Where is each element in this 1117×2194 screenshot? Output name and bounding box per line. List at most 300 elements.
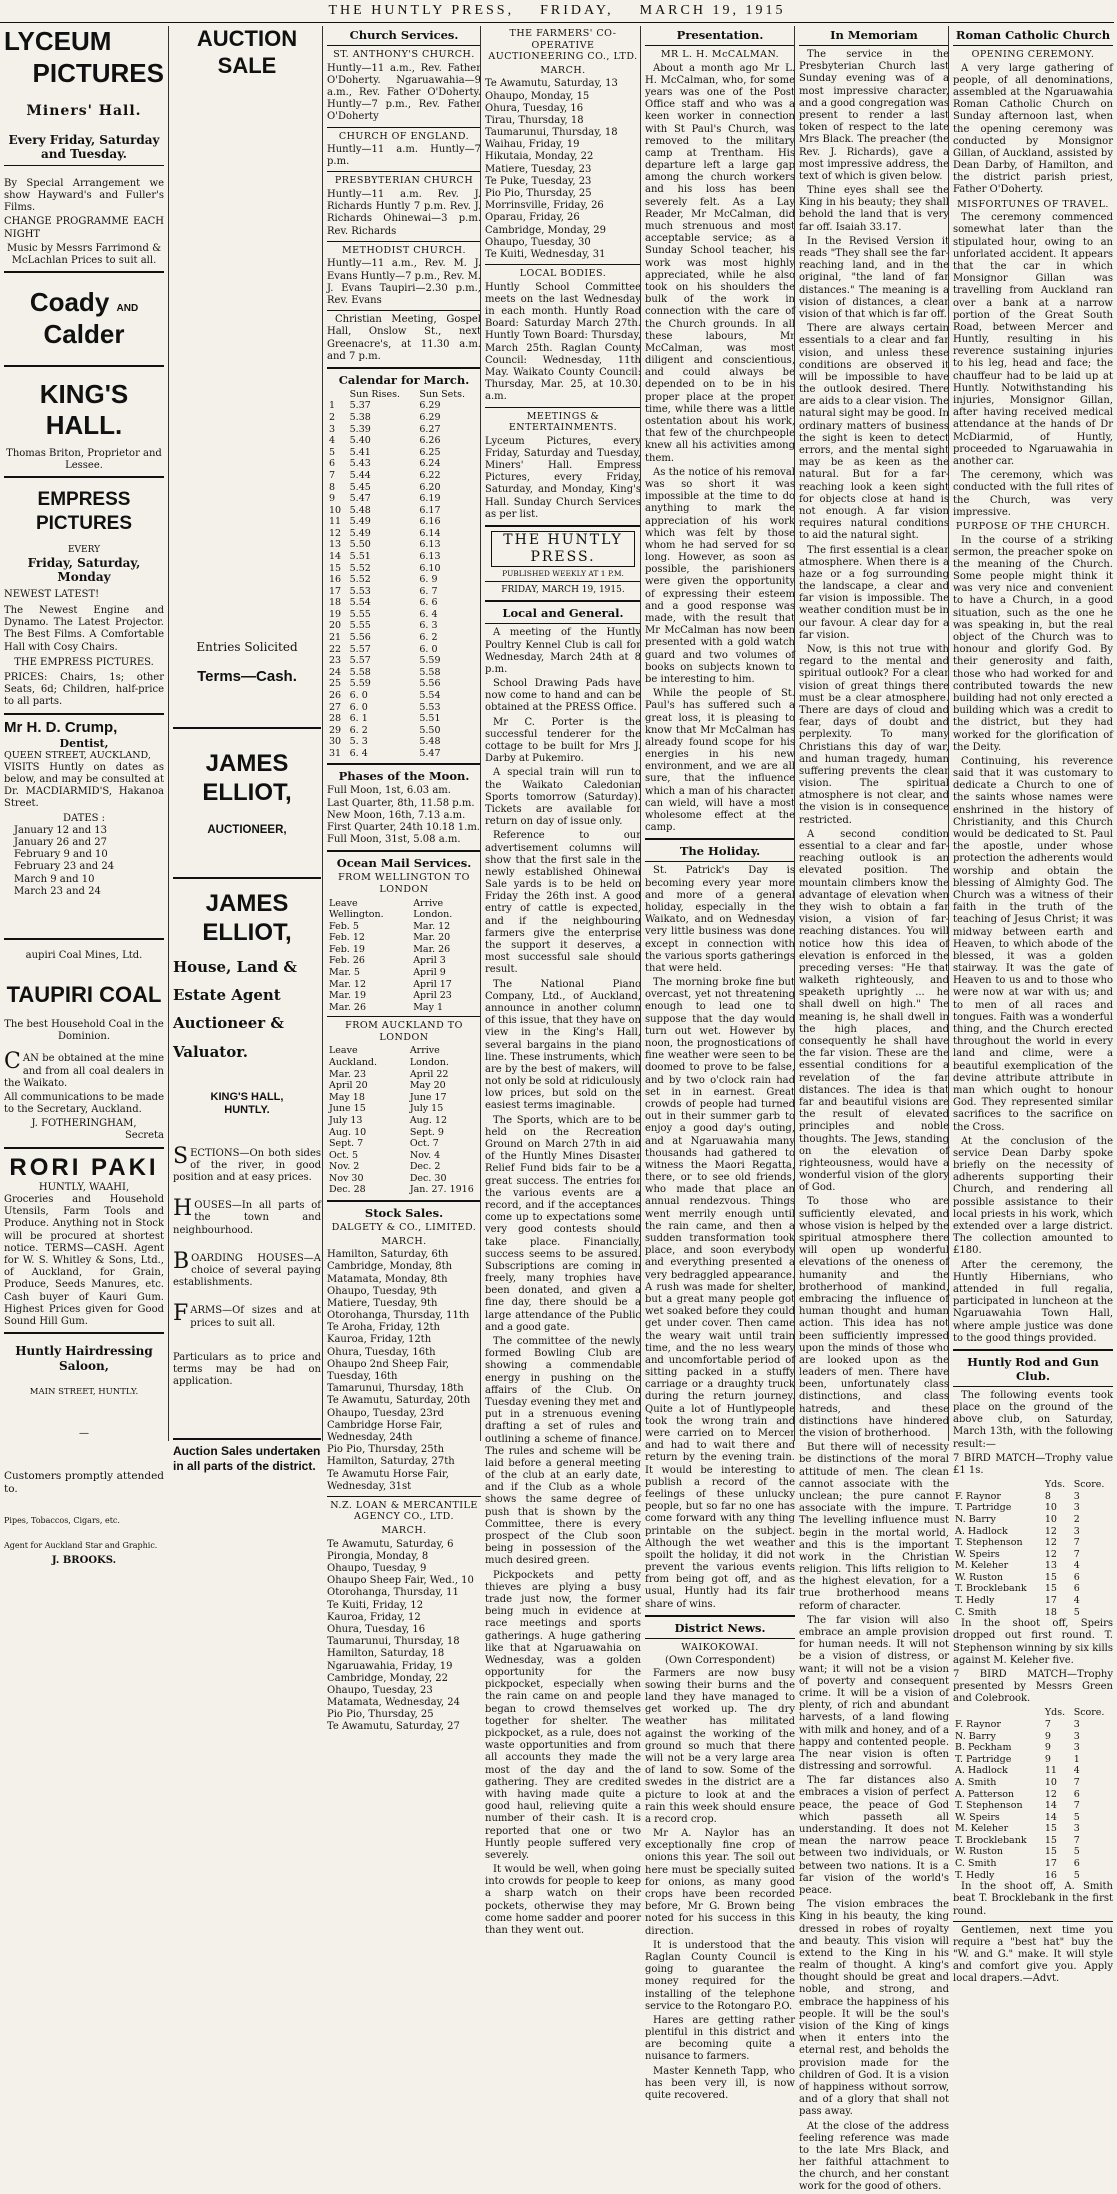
- mail-row: [327, 921, 481, 933]
- match-row-2-cell: N. Barry: [955, 1730, 996, 1742]
- match-row: [953, 1560, 1113, 1572]
- calendar-row-cell: 6. 9: [419, 574, 438, 586]
- match-row-2-cell: M. Keleher: [955, 1823, 1009, 1835]
- presbyterian: PRESBYTERIAN CHURCH: [334, 175, 474, 187]
- calendar-table: [327, 389, 481, 760]
- match-row-cell: 3: [1073, 1490, 1080, 1502]
- stock-item-2: Pirongia, Monday, 8: [327, 1550, 429, 1562]
- match-row-cell: 6: [1073, 1571, 1080, 1583]
- calendar-row-cell: 6. 1: [349, 713, 368, 725]
- mail-from-wellington: FROM WELLINGTON TO LONDON: [338, 872, 470, 895]
- match-row-2: [953, 1812, 1113, 1824]
- purpose-paragraph: After the ceremony, the Huntly Hibernians, who attended in full regalia, participated in luncheon at the Ngaruawahia Town Hall, where ample justice was done to the good things provided.: [953, 1259, 1113, 1344]
- calendar-row-cell: 5.47: [349, 493, 371, 505]
- calendar-row-cell: 5.55: [349, 620, 371, 632]
- calendar-row-cell: 8: [329, 481, 336, 493]
- match-row-cell: 12: [1044, 1537, 1057, 1549]
- calendar-row: [327, 586, 481, 598]
- auction-undertaken: Auction Sales undertaken in all parts of the district.: [173, 1444, 321, 1473]
- memoriam-paragraph: A second condition essential to a clear and far-reaching outlook is an elevated position. The mountain climbers know the advantage of elevation when they wish to obtain a far vision, a vision of far-reaching distances. You will notice how this idea of elevation is enforced in the preceding verses: "He that walketh righteously, and speaketh uprightly ... he shall dwell on high." The meaning is, he shall dwell in the high places, and consequently he shall have the far vision. These are the essential conditions for a revelation of the far distances. The idea is that far and beautiful visions are the result of elevated principles and noble thoughts. The Jews, standing on the elevation of righteousness, would have a wonderful vision of the glory of God.: [799, 828, 949, 1194]
- local-general-body: [485, 627, 641, 1937]
- mail-row-2: [327, 1127, 481, 1139]
- farmers-item: Cambridge, Monday, 29: [485, 224, 607, 236]
- calendar-row-cell: 6. 4: [349, 747, 368, 759]
- calendar-row-cell: 22: [329, 643, 342, 655]
- purpose-paragraph: Continuing, his reverence said that it was customary to dedicate a Church to one of the saints whose names were enshrined in the history of Christianity, and this Church would be dedicated to St. Paul the apostle, under whose protection the adherents would worship and obtain the blessing of Almighty God. The Church was a witness of their faith in the truth of the teaching of Jesus Christ; it was midway between earth and Heaven, to which abode of the blessed, it was a golden stairway. It was the gate of Heaven to us and to those who were now at war with us; and to men of all races and tongues. Faith was a wonderful thing, and the Church erected throughout the world in every land and clime, were a beautiful exemplication of the devine attribute attribute in man which ought to honour God. They represented similar sacrifices to the sacrifice on the Cross.: [953, 755, 1113, 1133]
- match-row-2-cell: 3: [1073, 1730, 1080, 1742]
- st-anthony: ST. ANTHONY'S CHURCH.: [333, 49, 475, 61]
- match-row-cell: 3: [1073, 1525, 1080, 1537]
- lyceum-change: CHANGE PROGRAMME EACH NIGHT: [4, 216, 164, 240]
- stock-item: Ohaupo, Tuesday, 9th: [327, 1285, 437, 1297]
- moon-list: [327, 785, 481, 846]
- calendar-row: [327, 482, 481, 494]
- mail-row-2-cell: May 18: [329, 1091, 365, 1103]
- calendar-row-cell: 5.53: [419, 701, 441, 713]
- calendar-row: [327, 563, 481, 575]
- match-row-2-cell: 7: [1073, 1800, 1080, 1812]
- hair-main-street: MAIN STREET, HUNTLY.: [29, 1387, 139, 1398]
- column-2: AUCTION SALE Entries Solicited Terms—Cash. JAMES ELLIOT, AUCTIONEER, JAMES ELLIOT, House, Land & Estate Agent Auctioneer & Valuator. KING'S HALL, HUNTLY. SECTIONS—On both sides of the river, in good position and at easy prices. HOUSES—In all parts of the town and neighbourhood. BOARDING HOUSES—A choice of several paying establishments. FARMS—Of sizes and at prices to suit all. Particulars as to price and terms may be had on application. Auction Sales undertaken in all parts of the district.: [168, 26, 325, 1441]
- rc-paragraph: A very large gathering of people, of all denominations, assembled at the Ngaruawahia Roman Catholic Church on Sunday afternoon last, when the opening ceremony was conducted by Monsignor Gillan, of Auckland, assisted by Dean Darby, of Hamilton, and the district parish priest, Father O'Doherty.: [953, 62, 1113, 196]
- mail-row-cell: Feb. 19: [329, 943, 365, 955]
- calendar-row: [327, 539, 481, 551]
- calendar-row-cell: 19: [329, 608, 342, 620]
- calendar-row: [327, 493, 481, 505]
- column-6: [794, 26, 953, 2193]
- mail-row-2-cell: Dec. 2: [409, 1161, 441, 1173]
- calendar-row: [327, 447, 481, 459]
- rori-address: HUNTLY, WAAHI,: [38, 1181, 130, 1193]
- mail-row-cell: Mar. 26: [413, 943, 451, 955]
- yds-label-2: Yds.: [1044, 1707, 1066, 1719]
- calendar-row: [327, 516, 481, 528]
- calendar-row-cell: 6.16: [419, 516, 441, 528]
- mail-row: [327, 955, 481, 967]
- moon-phase: First Quarter, 24th 10.18 1.m.: [327, 821, 480, 833]
- match-row-2-cell: 5: [1073, 1846, 1080, 1858]
- mail-row-2-cell: Nov 30: [329, 1172, 364, 1184]
- calendar-row: [327, 725, 481, 737]
- match-row-cell: 4: [1073, 1560, 1080, 1572]
- calendar-row-cell: 7: [329, 469, 336, 481]
- mail-row-cell: Mar. 12: [413, 920, 451, 932]
- calendar-row: [327, 678, 481, 690]
- mail-table-2: [327, 1045, 481, 1196]
- crump-date: February 9 and 10: [14, 849, 108, 861]
- mail-row-2: [327, 1184, 481, 1196]
- hair-pipes: Pipes, Tobaccos, Cigars, etc.: [4, 1515, 120, 1525]
- crump-date: March 9 and 10: [14, 873, 95, 885]
- district-paragraph: Farmers are now busy sowing their burns and the land they have managed to get worked up. The dry weather has militated against the working of the ground so much that there will not be a very large area of land to sow. Some of the swedes in the district are a picture to look at and the rain this week should ensure a record crop.: [645, 1667, 795, 1825]
- calendar-row-cell: 6.10: [419, 562, 441, 574]
- crump-dentist: Dentist,: [59, 736, 109, 750]
- memoriam-paragraph: To those who are sufficiently elevated, and whose vision is helped by the spiritual atmosphere there will open up wonderful elevations of the oneness of humanity and the brotherhood of mankind, embracing the influence of human thought and human action. This idea has not been sufficiently impressed upon the minds of those who are looked upon as the leaders of men. There have been, unfortunately class distinctions, and class hatreds, and these distinctions have hindered the vision of brotherhood.: [799, 1196, 949, 1440]
- match-row-2-cell: 3: [1073, 1823, 1080, 1835]
- calendar-row-cell: 6.13: [419, 551, 441, 562]
- calendar-row-cell: 5.49: [349, 516, 371, 528]
- stock-item: Matamata, Monday, 8th: [327, 1273, 448, 1285]
- rc-heading: Roman Catholic Church: [955, 28, 1111, 42]
- match-row-2-cell: C. Smith: [955, 1857, 997, 1869]
- stock-item-2: Te Awamutu, Saturday, 27: [327, 1721, 460, 1733]
- match-row-cell: 3: [1073, 1502, 1080, 1514]
- match-row-2-cell: 15: [1044, 1823, 1057, 1835]
- memoriam-paragraph: In the Revised Version it reads "They shall see the far-reaching land, and in the original, "the land of far distances." The meaning is a vision of distances, a clear vision of that which is far off.: [799, 235, 949, 320]
- mail-row-cell: Mar. 5: [329, 967, 360, 978]
- crump-text: VISITS Huntly on dates as below, and may be consulted at Dr. MACDIARMID'S, Hakanoa Street.: [4, 761, 164, 810]
- calendar-row-cell: 1: [329, 400, 336, 412]
- calendar-row-cell: 5.58: [349, 666, 371, 678]
- farmers-item: Morrinsville, Friday, 26: [485, 200, 604, 212]
- meetings: MEETINGS & ENTERTAINMENTS.: [508, 410, 618, 434]
- calendar-row-cell: 5.37: [349, 400, 371, 412]
- match-row-2-cell: 10: [1044, 1776, 1057, 1788]
- mail-row-2-cell: April 22: [409, 1068, 449, 1080]
- coady: Coady: [29, 287, 110, 318]
- calendar-row-cell: 6. 3: [419, 620, 438, 632]
- stock-heading: Stock Sales.: [364, 1205, 444, 1220]
- methodist: METHODIST CHURCH.: [341, 244, 467, 256]
- memoriam-paragraph: The service in the Presbyterian Church last Sunday evening was of a most impressive character, and a good congregation was present to render a last token of respect to the late Mrs Black. The preacher (the Rev. J. Richards), gave a most impressive address, the text of which is given below.: [799, 49, 949, 182]
- match-row-2: [953, 1765, 1113, 1777]
- calendar-row-cell: 4: [329, 435, 336, 447]
- match-row-2-cell: 14: [1044, 1811, 1057, 1823]
- district-paragraph: Hares are getting rather plentiful in this district and are becoming quite a nuisance to farmers.: [645, 2014, 795, 2063]
- church-england-text: Huntly—11 a.m. Huntly—7 p.m.: [327, 144, 481, 168]
- rori-paki: RORI PAKI: [9, 1153, 159, 1181]
- mail-row-2: [327, 1161, 481, 1173]
- james-elliot-2: JAMES ELLIOT,: [202, 890, 292, 947]
- calendar-row-cell: 5.54: [419, 689, 441, 701]
- mail-row-cell: April 9: [413, 967, 446, 978]
- stock-item: Cambridge, Monday, 8th: [327, 1261, 453, 1273]
- stock-item: Te Aroha, Friday, 12th: [327, 1322, 440, 1334]
- calendar-row-cell: 30: [329, 736, 342, 748]
- rod-intro: The following events took place on the ground of the above club, on Saturday, March 13th, with the following result:—: [953, 1389, 1113, 1450]
- calendar-row-cell: 6. 2: [349, 724, 368, 736]
- masthead-date: MARCH 19, 1915: [639, 3, 786, 18]
- match-row-cell: A. Hadlock: [955, 1525, 1008, 1537]
- holiday-paragraph: The morning broke fine but overcast, yet not threatening enough to lead one to suppose that the day would turn out wet. However by noon, the prognostications of fine weather were seen to be doomed to prove to be false, and by two o'clock rain had set in in earnest. Great crowds of people had turned out in their summer garb to enjoy a good day's outing, and at Ngaruawahia many thousands had gathered to witness the Maori Regatta, there, or to see old friends, who made that place an annual rendezvous. Things went merrily enough until the rain came, and then a sudden transformation took place, and soon everybody and everything presented a very bedraggled appearance. A rush was made for shelter, but a great many people got wet soaked before they could get under cover. Then came the weary wait until train time, and the no less weary and uncomfortable period of sitting packed in a stuffy carriage or a draughty truck during the return journey. Quite a lot of Huntlypeople took the wrong train and were carried on to Mercer and had to wait there and return by the evening train. It would be interesting to publish a record of the feelings of these unlucky people, but so far no one has come forward with any thing printable on the subject. Although the wet weather spoilt the holiday, it did not prevent the various events from being got off, and as usual, Huntly had its fair share of wins.: [645, 977, 795, 1610]
- stock-item-2: Ohaupo, Tuesday, 23: [327, 1684, 433, 1696]
- mail-row-cell: Mar. 26: [329, 1001, 367, 1013]
- calendar-row: [327, 458, 481, 470]
- calendar-row-cell: 5.48: [419, 736, 441, 748]
- match-row-cell: 2: [1073, 1513, 1080, 1525]
- terms-cash: Terms—Cash.: [197, 668, 297, 686]
- memoriam-paragraph: At the close of the address feeling reference was made to the late Mrs Black, and her faithful attachment to the church, and her constant work for the good of others.: [799, 2120, 949, 2193]
- rc-body: [953, 63, 1113, 197]
- entries-solicited: Entries Solicited: [196, 639, 298, 654]
- farmers-item: Hikutaia, Monday, 22: [485, 151, 594, 163]
- lyceum-days: Every Friday, Saturday and Tuesday.: [8, 132, 160, 162]
- match-row-cell: 12: [1044, 1525, 1057, 1537]
- match-row: [953, 1572, 1113, 1584]
- match-row: [953, 1491, 1113, 1503]
- match-row-2: [953, 1870, 1113, 1882]
- st-anthony-text: Huntly—11 a.m., Rev. Father O'Doherty. Ngaruawahia—9 a.m., Rev. Father O'Doherty. Huntly—7 p.m., Rev. Father O'Doherty: [327, 62, 481, 123]
- church-england: CHURCH OF ENGLAND.: [338, 130, 470, 142]
- calendar-row: [327, 620, 481, 632]
- column-1: LYCEUM PICTURES Miners' Hall. Every Friday, Saturday and Tuesday. By Special Arrangement we show Hayward's and Fuller's Films. CHANGE PROGRAMME EACH NIGHT Music by Messrs Farrimond & McLachlan Prices to suit all. Coady AND Calder KING'S HALL. Thomas Briton, Proprietor and Lessee. EMPRESS PICTURES EVERY Friday, Saturday, Monday NEWEST LATEST! The Newest Engine and Dynamo. The Latest Projector. The Best Films. A Comfortable Hall with Cosy Chairs. THE EMPRESS PICTURES. PRICES: Chairs, 1s; other Seats, 6d; Children, half-price to all parts. Mr H. D. Crump, Dentist, QUEEN STREET, AUCKLAND, VISITS Huntly on dates as below, and may be consulted at Dr. MACDIARMID'S, Hakanoa Street. DATES : January 12 and 13 January 26 and 27 February 9 and 10 February 23 and 24 March 9 and 10 March 23 and 24 aupiri Coal Mines, Ltd. TAUPIRI COAL The best Household Coal in the Dominion. CAN be obtained at the mine and from all coal dealers in the Waikato. All communications to be made to the Secretary, Auckland. J. FOTHERINGHAM, Secreta RORI PAKI HUNTLY, WAAHI, Groceries and Household Utensils, Farm Tools and Produce. Anything not in Stock will be procured at shortest notice. TERMS—CASH. Agent for W. S. Whitley & Sons, Ltd., of Auckland, for Grain, Produce, Seeds Manures, etc. Cash buyer of Kauri Gum. Highest Prices given for Good Sound Hill Gum. Huntly Hairdressing Saloon, MAIN STREET, HUNTLY. — Customers promptly attended to. Pipes, Tobaccos, Cigars, etc. Agent for Auckland Star and Graphic. J. BROOKS.: [4, 26, 164, 1567]
- local-general-heading: Local and General.: [502, 606, 624, 621]
- score-label: Score.: [1073, 1479, 1105, 1491]
- calendar-row: [327, 690, 481, 702]
- memoriam-paragraph: The first essential is a clear atmosphere. When there is a haze or a fog surrounding the landscape, a clear and far vision is impossible. The weather condition must be in our favour. A clear day for a far vision.: [799, 544, 949, 641]
- sun-rises-label: Sun Rises.: [349, 388, 400, 400]
- valuator: Valuator.: [173, 1042, 248, 1061]
- brooks: J. BROOKS.: [51, 1555, 117, 1567]
- mail-row: [327, 967, 481, 979]
- match-row-2-cell: 16: [1044, 1869, 1057, 1881]
- arrive-label-2: Arrive London.: [409, 1045, 449, 1069]
- calendar-row-cell: 16: [329, 574, 342, 586]
- crump-dates: [4, 825, 164, 898]
- mail-row-2-cell: Dec. 30: [409, 1172, 447, 1184]
- calendar-row-cell: 5.47: [419, 747, 441, 759]
- stock-item-2: Ohura, Tuesday, 16: [327, 1623, 426, 1635]
- match-row-cell: 4: [1073, 1595, 1080, 1606]
- mail-row-2-cell: Mar. 23: [329, 1068, 367, 1080]
- stock-item-2: Matamata, Wednesday, 24: [327, 1697, 461, 1709]
- match-row-cell: M. Keleher: [955, 1560, 1009, 1572]
- calendar-row: [327, 667, 481, 679]
- stock-item: Hamilton, Saturday, 6th: [327, 1249, 449, 1261]
- farmers-coop: THE FARMERS' CO-OPERATIVE AUCTIONEERING CO., LTD.: [488, 28, 638, 63]
- masthead: [0, 0, 1114, 23]
- masthead-day: FRIDAY,: [540, 3, 614, 18]
- memoriam-paragraph: The far distances also embraces a vision of perfect peace, the peace of God which passeth all understanding. It does not mean the narrow peace between two individuals, or between two nations. It is a far vision of the world's peace.: [799, 1775, 949, 1896]
- empress-days: Friday, Saturday, Monday: [27, 555, 141, 585]
- house-land: House, Land &: [173, 957, 297, 976]
- calendar-row: [327, 609, 481, 621]
- calendar-row-cell: 5.51: [349, 551, 371, 562]
- calendar-row-cell: 5.38: [349, 412, 371, 424]
- column-7: [948, 26, 1117, 1985]
- col2-kings-hall: KING'S HALL, HUNTLY.: [210, 1090, 284, 1117]
- purpose-body: [953, 535, 1113, 1345]
- memoriam-paragraph: Now, is this not true with regard to the mental and spiritual outlook? For a clear vision of great things there must be a clear atmosphere. There are days of cloud and fear, days of doubt and perplexity. To many Christians this day of war, and human tragedy, human suffering prevents the clear vision. The spiritual atmosphere is not clear, and the vision is in consequence restricted.: [799, 644, 949, 826]
- calendar-row-cell: 5: [329, 446, 336, 458]
- mail-row-2-cell: July 13: [329, 1114, 363, 1126]
- calendar-row-cell: 6. 0: [349, 701, 368, 713]
- mail-heading: Ocean Mail Services.: [336, 856, 472, 871]
- match-row-cell: T. Brocklebank: [955, 1583, 1027, 1595]
- farmers-item: Oparau, Friday, 26: [485, 212, 580, 224]
- purpose-paragraph: In the course of a striking sermon, the preacher spoke on the meaning of the Church. Some people might think it was very nice and convenient to have a Church, in a good situation, such as the one he was speaking in, but the real object of the Church was to honour and glorify God. By their generosity and faith, those who had worked for and contributed towards the new building had not only erected a building which was a credit to the district, but they had worked for the glorification of the Deity.: [953, 534, 1113, 753]
- match-row-2: [953, 1800, 1113, 1812]
- match-row-cell: W. Ruston: [955, 1571, 1003, 1583]
- mail-row-2-cell: Dec. 28: [329, 1184, 366, 1196]
- match-table-2: [953, 1707, 1113, 1881]
- match-row-2-cell: A. Hadlock: [955, 1765, 1008, 1777]
- match-row-cell: 10: [1044, 1502, 1057, 1514]
- stock-item-2: Ngaruawahia, Friday, 19: [327, 1660, 453, 1672]
- mail-row-2: [327, 1080, 481, 1092]
- crump-address: QUEEN STREET, AUCKLAND,: [4, 750, 151, 762]
- calendar-row-cell: 6. 7: [419, 585, 438, 597]
- mail-row-2-cell: July 15: [409, 1103, 444, 1115]
- match-row-2-cell: 7: [1044, 1719, 1051, 1731]
- match-row-cell: 7: [1073, 1537, 1080, 1549]
- farmers-item: Ohura, Tuesday, 16: [485, 102, 584, 114]
- mail-row-2: [327, 1115, 481, 1127]
- district-body: [645, 1668, 795, 2103]
- match-row: [953, 1583, 1113, 1595]
- calendar-row-cell: 6. 0: [419, 643, 438, 655]
- mail-row-cell: April 17: [413, 978, 452, 990]
- calendar-row-cell: 5.55: [349, 608, 371, 620]
- misfortunes-paragraph: The ceremony, which was conducted with the full rites of the Church, was very impressive.: [953, 470, 1113, 518]
- calendar-heading: Calendar for March.: [338, 372, 470, 387]
- mail-row: [327, 979, 481, 991]
- calendar-row-cell: 5.56: [419, 678, 441, 690]
- opening-ceremony: OPENING CEREMONY.: [971, 49, 1095, 61]
- memoriam-paragraph: The vision embraces the King in his beauty, the king dressed in robes of royalty and beauty. This vision will extend to the King in his realm of thought. A king's thought should be great and noble, and strong, and embrace the happiness of his people. It will be the soul's vision of the King of kings when it enters into the eternal rest, and beholds the provision made for the children of God. It is a vision of happiness without sorrow, and of a glory that shall not pass away.: [799, 1899, 949, 2118]
- match-row-2-cell: 15: [1044, 1834, 1057, 1846]
- match-row-2-cell: F. Raynor: [955, 1719, 1001, 1731]
- local-paragraph: Reference to our advertisement columns will show that the first sale in the newly established Ohinewai Sale yards is to be held on Friday the 26th inst. A good entry of cattle is expected, and if the neighbouring farmers give the enterprise the support it deserves, a most successful sale should result.: [485, 830, 641, 976]
- leave-label: Leave Wellington.: [329, 897, 384, 921]
- stock-item: Ohura, Tuesday, 16th: [327, 1346, 436, 1358]
- farmers-list: [485, 78, 641, 261]
- empress-name: THE EMPRESS PICTURES.: [14, 656, 154, 668]
- calendar-row-cell: 6: [329, 458, 336, 470]
- calendar-row-cell: 20: [329, 620, 342, 632]
- score-label-2: Score.: [1073, 1707, 1105, 1719]
- farmers-item: Te Awamutu, Saturday, 13: [485, 78, 618, 90]
- stock-item: Pio Pio, Thursday, 25th: [327, 1444, 445, 1456]
- mail-row-cell: Feb. 5: [329, 920, 359, 932]
- auctioneer: AUCTIONEER,: [207, 824, 287, 837]
- match-row-2-cell: 12: [1044, 1788, 1057, 1800]
- match-row-cell: 13: [1044, 1560, 1057, 1572]
- match-row-2-cell: 15: [1044, 1846, 1057, 1858]
- match-row-cell: 7: [1073, 1548, 1080, 1560]
- column-5: [640, 26, 799, 2102]
- stock-item: Tamarunui, Thursday, 18th: [327, 1383, 464, 1395]
- purpose: PURPOSE OF THE CHURCH.: [955, 520, 1111, 532]
- stock-item-2: Te Kuiti, Friday, 12: [327, 1599, 424, 1611]
- arrive-label: Arrive London.: [413, 897, 453, 921]
- calendar-row-cell: 6.17: [419, 504, 441, 516]
- lyceum-music: Music by Messrs Farrimond & McLachlan Prices to suit all.: [7, 242, 161, 266]
- match-row-cell: N. Barry: [955, 1513, 996, 1525]
- mail-row-2: [327, 1173, 481, 1185]
- purpose-paragraph: At the conclusion of the service Dean Darby spoke briefly on the necessity of adherents supporting their Church, and rendering all possible assistance to their local priests in his work, which extended over a large district. The collection amounted to £180.: [953, 1135, 1113, 1257]
- calendar-row-cell: 27: [329, 701, 342, 713]
- stock-item: Otorohanga, Thursday, 11th: [327, 1310, 470, 1322]
- mail-row-2: [327, 1150, 481, 1162]
- crump-date: January 12 and 13: [14, 824, 108, 836]
- hair-customers: Customers promptly attended to.: [4, 1469, 164, 1495]
- stock-list-1: [327, 1249, 481, 1493]
- leave-label-2: Leave Auckland.: [329, 1045, 377, 1069]
- masthead-paper: THE HUNTLY PRESS,: [328, 3, 515, 18]
- stock-march: MARCH.: [381, 1235, 427, 1247]
- calendar-row: [327, 400, 481, 412]
- calendar-row-cell: 5.41: [349, 446, 371, 458]
- mail-row-2: [327, 1069, 481, 1081]
- mail-row-2: [327, 1138, 481, 1150]
- calendar-row: [327, 655, 481, 667]
- match-row-cell: 17: [1044, 1595, 1057, 1606]
- calendar-row-cell: 18: [329, 597, 342, 609]
- calendar-row-cell: 10: [329, 504, 342, 516]
- sections: ECTIONS—On both sides of the river, in good position and at easy prices.: [173, 1147, 321, 1184]
- stock-item-2: Te Awamutu, Saturday, 6: [327, 1538, 454, 1550]
- christian-meeting: Christian Meeting, Gospel Hall, Onslow St., next Greenacre's, at 11.30 a.m. and 7 p.m.: [327, 314, 481, 362]
- calendar-row-cell: 5.57: [349, 643, 371, 655]
- moon-phase: Full Moon, 1st, 6.03 am.: [327, 785, 451, 797]
- mail-row-2-cell: Nov. 4: [409, 1149, 441, 1161]
- presentation-heading: Presentation.: [676, 28, 764, 42]
- match-row-2: [953, 1719, 1113, 1731]
- farmers-item: Waihau, Friday, 19: [485, 139, 580, 151]
- estate-agent: Estate Agent: [173, 985, 281, 1004]
- match-row: [953, 1549, 1113, 1561]
- memoriam-paragraph: But there will of necessity be distinctions of the moral attitude of men. The clean cannot associate with the unclean; the pure cannot associate with the impure. The levelling influence must begin in the mortal world, and this is the important work in the Christian religion. This lifts religion to the highest elevation, for a true brotherhood means reform of character.: [799, 1442, 949, 1612]
- match-row-2: [953, 1731, 1113, 1743]
- mail-row-2-cell: June 17: [409, 1091, 447, 1103]
- match-row-cell: 15: [1044, 1571, 1057, 1583]
- calendar-row-cell: 5.57: [349, 655, 371, 667]
- match-row-2: [953, 1823, 1113, 1835]
- waikokowai: WAIKOKOWAI.: [681, 1641, 759, 1653]
- district-heading: District News.: [674, 1620, 766, 1635]
- column-3: [322, 26, 485, 1733]
- match-row-cell: T. Stephenson: [955, 1537, 1023, 1549]
- calder: Calder: [43, 318, 125, 349]
- dalgety: DALGETY & CO., LIMITED.: [331, 1222, 477, 1233]
- taupiri-household: The best Household Coal in the Dominion.: [4, 1018, 164, 1043]
- mail-row-2-cell: Sept. 9: [409, 1126, 444, 1138]
- stock-item: Ohaupo, Tuesday, 23rd: [327, 1407, 444, 1419]
- misfortunes: MISFORTUNES OF TRAVEL.: [957, 198, 1109, 210]
- own-correspondent: (Own Correspondent): [664, 1655, 776, 1667]
- calendar-row-cell: 5.40: [349, 435, 371, 447]
- shootoff-1: In the shoot off, Speirs dropped out first round. T. Stephenson winning by six kills against M. Keleher five.: [953, 1618, 1113, 1666]
- match-row-2-cell: T. Brocklebank: [955, 1834, 1027, 1846]
- local-paragraph: A meeting of the Huntly Poultry Kennel Club is call for Wednesday, March 24th at 8 p.m.: [485, 627, 641, 675]
- memoriam-body: [799, 49, 949, 2194]
- calendar-row-cell: 3: [329, 423, 336, 435]
- mail-row-2-cell: April 20: [329, 1080, 368, 1092]
- local-paragraph: Mr C. Porter is the successful tenderer for the cottage to be built for Mrs J. Darby at Pukemiro.: [485, 716, 641, 765]
- calendar-row-cell: 17: [329, 585, 342, 597]
- gentlemen-advt: Gentlemen, next time you require a "best hat" buy the "W. and G." make. It will style and comfort give you. Apply local drapers.—Advt.: [953, 1924, 1113, 1985]
- presentation-paragraph: While the people of St. Paul's has suffered such a great loss, it is pleasing to know that Mr McCalman has already found scope for his energies in his new environment, and we are all sure, that the influence which a man of his character can wield, will have a most wholesome effect at the camp.: [645, 688, 795, 834]
- calendar-row-cell: 9: [329, 493, 336, 505]
- match-row-2-cell: 9: [1044, 1742, 1051, 1754]
- match-row-2-cell: T. Stephenson: [955, 1800, 1023, 1812]
- match-row-2-cell: 6: [1073, 1857, 1080, 1869]
- match-row-2-cell: 9: [1044, 1730, 1051, 1742]
- mail-row-cell: Mar. 20: [413, 932, 451, 944]
- farmers-item: Ohaupo, Monday, 15: [485, 90, 590, 102]
- calendar-row-cell: 5.52: [349, 562, 371, 574]
- calendar-row-cell: 6. 6: [419, 597, 438, 609]
- match-row-2-cell: 3: [1073, 1742, 1080, 1754]
- farms: ARMS—Of sizes and at prices to suit all.: [190, 1305, 321, 1329]
- moon-phase: New Moon, 16th, 7.13 a.m.: [327, 809, 466, 821]
- match-row-2-cell: A. Smith: [955, 1776, 997, 1788]
- calendar-row: [327, 748, 481, 760]
- calendar-row-cell: 5.50: [349, 539, 371, 551]
- misfortunes-paragraph: The ceremony commenced somewhat later than the stipulated hour, owing to an unforlated accident. It appears that the car in which Monsignor Gillan was travelling from Auckland ran over a bank at a narrow portion of the Great South Road, between Mercer and Huntly, resulting in his reverence sustaining injuries to his leg, head and face; the chauffeur had to be laid up at Huntly. Notwithstanding his injuries, Monsignor Gillan, after having received medical attendance at the hands of Dr McDiarmid, of Huntly, proceeded to Ngaruawahia in another car.: [953, 212, 1113, 467]
- match-row-2-cell: T. Partridge: [955, 1753, 1012, 1765]
